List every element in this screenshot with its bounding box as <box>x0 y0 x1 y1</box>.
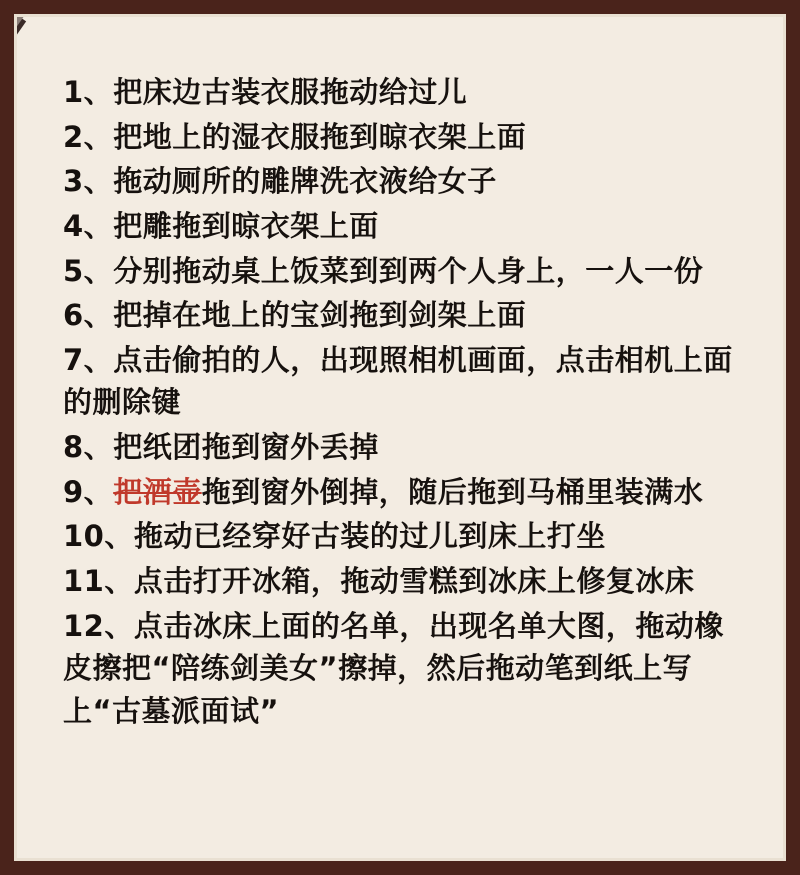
step-item-2 <box>63 116 745 159</box>
step-number-1: 1、 <box>63 75 114 109</box>
step-text-12: 点击冰床上面的名单，出现名单大图，拖动橡皮擦把“陪练剑美女”擦掉，然后拖动笔到纸上写上“古墓派面试” <box>63 608 724 728</box>
step-item-4 <box>63 205 745 248</box>
step-text-10: 拖动已经穿好古装的过儿到床上打坐 <box>133 519 606 554</box>
step-number-6: 6、 <box>63 298 114 333</box>
step-text-8: 把纸团拖到窗外丢掉 <box>113 430 379 464</box>
step-text-5: 分别拖动桌上饭菜到到两个人身上，一人一份 <box>113 253 704 288</box>
step-item-3 <box>63 160 745 203</box>
step-text-3: 拖动厕所的雕牌洗衣液给女子 <box>113 164 497 199</box>
step-text-9-strikethrough: 把酒壶 <box>113 474 202 509</box>
step-text-6: 把掉在地上的宝剑拖到剑架上面 <box>113 298 527 333</box>
step-number-4: 4、 <box>63 208 114 243</box>
step-text-9: 拖到窗外倒掉，随后拖到马桶里装满水 <box>201 474 704 509</box>
step-number-7: 7、 <box>63 342 114 377</box>
step-text-4: 把雕拖到晾衣架上面 <box>113 208 379 243</box>
step-item-9 <box>63 471 745 514</box>
step-text-2: 把地上的湿衣服拖到晾衣架上面 <box>113 119 527 154</box>
step-item-11 <box>63 560 745 603</box>
step-item-10 <box>63 515 745 558</box>
steps-list <box>63 71 745 818</box>
step-item-1 <box>63 71 745 114</box>
inner-frame <box>14 14 786 861</box>
step-text-1: 把床边古装衣服拖动给过儿 <box>113 75 468 109</box>
step-number-3: 3、 <box>63 164 114 199</box>
step-item-7 <box>63 339 745 424</box>
step-number-5: 5、 <box>63 253 114 288</box>
step-text-11: 点击打开冰箱，拖动雪糕到冰床上修复冰床 <box>133 563 695 598</box>
step-number-11: 11、 <box>63 563 134 598</box>
step-number-10: 10、 <box>63 519 134 554</box>
step-item-6 <box>63 294 745 337</box>
step-number-9: 9、 <box>63 474 114 509</box>
step-number-8: 8、 <box>63 430 114 464</box>
step-text-7: 点击偷拍的人，出现照相机画面，点击相机上面的删除键 <box>63 342 733 420</box>
step-item-5 <box>63 250 745 293</box>
step-number-12: 12、 <box>63 608 134 643</box>
step-number-2: 2、 <box>63 119 114 154</box>
step-item-12 <box>63 605 745 733</box>
step-item-8 <box>63 426 745 469</box>
